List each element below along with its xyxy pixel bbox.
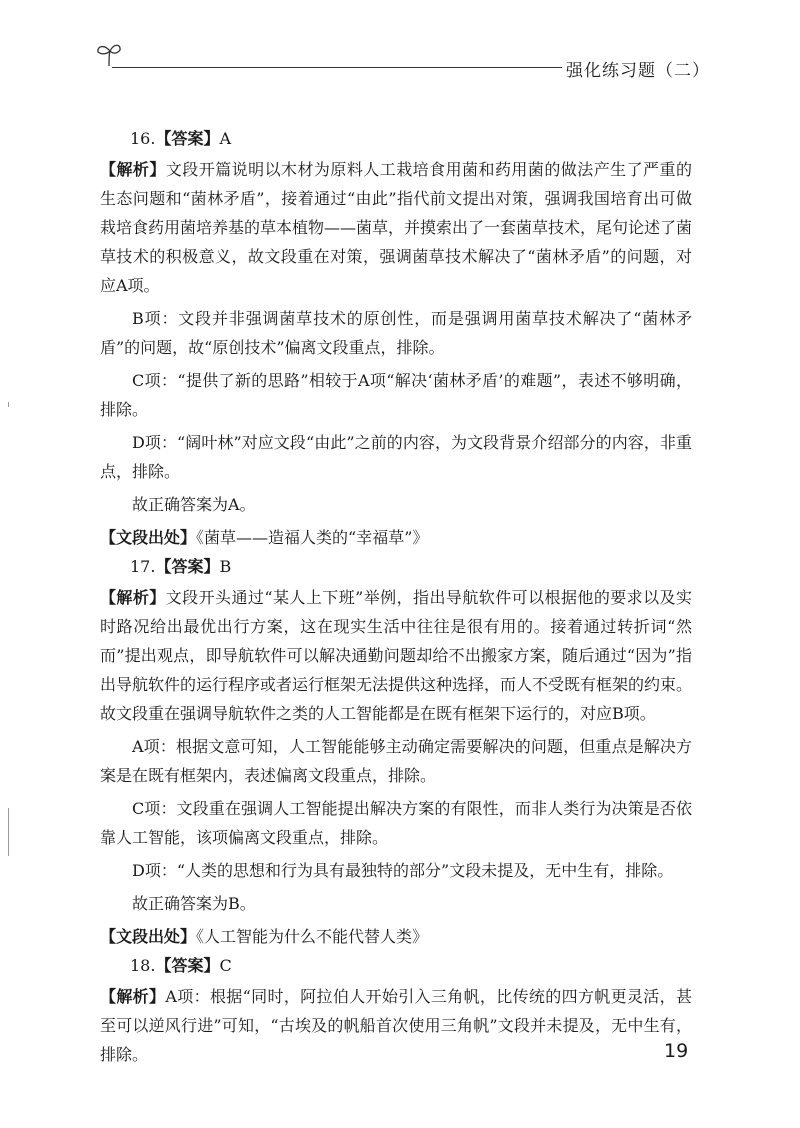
q18-analysis-text: A项：根据“同时，阿拉伯人开始引入三角帆，比传统的四方帆更灵活，甚至可以逆风行进”可知，“古埃及的帆船首次使用三角帆”文段并未提及，无中生有，排除。: [100, 987, 692, 1064]
page-header: [0, 0, 800, 90]
q18-number: 18.: [130, 956, 156, 975]
q17-conclusion: 故正确答案为B。: [132, 894, 256, 913]
q16-source-text: 《菌草——造福人类的“幸福草”》: [196, 528, 429, 547]
q16-answer: A: [219, 129, 232, 148]
q18-answer: C: [219, 956, 232, 975]
q17-number: 17.: [130, 557, 156, 576]
margin-mark: [8, 402, 9, 407]
answer-content: [100, 124, 692, 1069]
q17-option-a: A项：根据文意可知，人工智能能够主动确定需要解决的问题，但重点是解决方案是在既有框架内，表述偏离文段重点，排除。: [100, 737, 692, 785]
q17-analysis-tag: 【解析】: [100, 588, 166, 607]
q16-source: [100, 523, 692, 552]
header-rule: [112, 67, 562, 68]
q18-analysis: [100, 982, 692, 1069]
q16-analysis-tag: 【解析】: [100, 160, 166, 179]
q17-source: [100, 922, 692, 951]
q17-source-tag: 【文段出处】: [100, 927, 197, 946]
q17-answer-tag: 【答案】: [155, 557, 220, 576]
q17-option-c: C项：文段重在强调人工智能提出解决方案的有限性，而非人类行为决策是否依靠人工智能，该项偏离文段重点，排除。: [100, 799, 692, 847]
q16-answer-tag: 【答案】: [155, 129, 220, 148]
section-title: 强化练习题（二）: [566, 61, 710, 81]
q17-analysis-text: 文段开头通过“某人上下班”举例，指出导航软件可以根据他的要求以及实时路况给出最优出行方案，这在现实生活中往往是很有用的。接着通过转折词“然而”提出观点，即导航软件可以解决通勤问题却给不出搬家方案，随后通过“因为”指出导航软件的运行程序或者运行框架无法提供这种选择，而人不受既有框架的约束。故文段重在强调导航软件之类的人工智能都是在既有框架下运行的，对应B项。: [100, 588, 693, 723]
q16-answer-line: [130, 124, 692, 153]
q17-analysis: [100, 583, 692, 728]
q16-analysis: [100, 155, 692, 300]
q17-answer: B: [219, 557, 232, 576]
q16-number: 16.: [130, 129, 156, 148]
leaf-sprout-icon: [94, 40, 124, 68]
q18-analysis-tag: 【解析】: [100, 987, 166, 1006]
q16-conclusion: 故正确答案为A。: [132, 495, 256, 514]
q17-option-d: D项：“人类的思想和行为具有最独特的部分”文段未提及，无中生有，排除。: [132, 861, 674, 880]
q18-answer-tag: 【答案】: [155, 956, 220, 975]
page-number: 19: [664, 1040, 689, 1062]
q16-option-b: B项：文段并非强调菌草技术的原创性，而是强调用菌草技术解决了“菌林矛盾”的问题，故“原创技术”偏离文段重点，排除。: [100, 309, 692, 357]
q17-source-text: 《人工智能为什么不能代替人类》: [196, 927, 429, 946]
margin-mark: [8, 808, 9, 856]
q17-answer-line: [130, 552, 692, 581]
q16-option-d: D项：“阔叶林”对应文段“由此”之前的内容，为文段背景介绍部分的内容，非重点，排除。: [100, 433, 692, 481]
q16-source-tag: 【文段出处】: [100, 528, 197, 547]
q16-analysis-text: 文段开篇说明以木材为原料人工栽培食用菌和药用菌的做法产生了严重的生态问题和“菌林矛盾”，接着通过“由此”指代前文提出对策，强调我国培育出可做栽培食药用菌培养基的草本植物——菌草，并摸索出了一套菌草技术，尾句论述了菌草技术的积极意义，故文段重在对策，强调菌草技术解决了“菌林矛盾”的问题，对应A项。: [100, 160, 693, 295]
q18-answer-line: [130, 951, 692, 980]
q16-option-c: C项：“提供了新的思路”相较于A项“解决‘菌林矛盾’的难题”，表述不够明确，排除。: [100, 371, 692, 419]
